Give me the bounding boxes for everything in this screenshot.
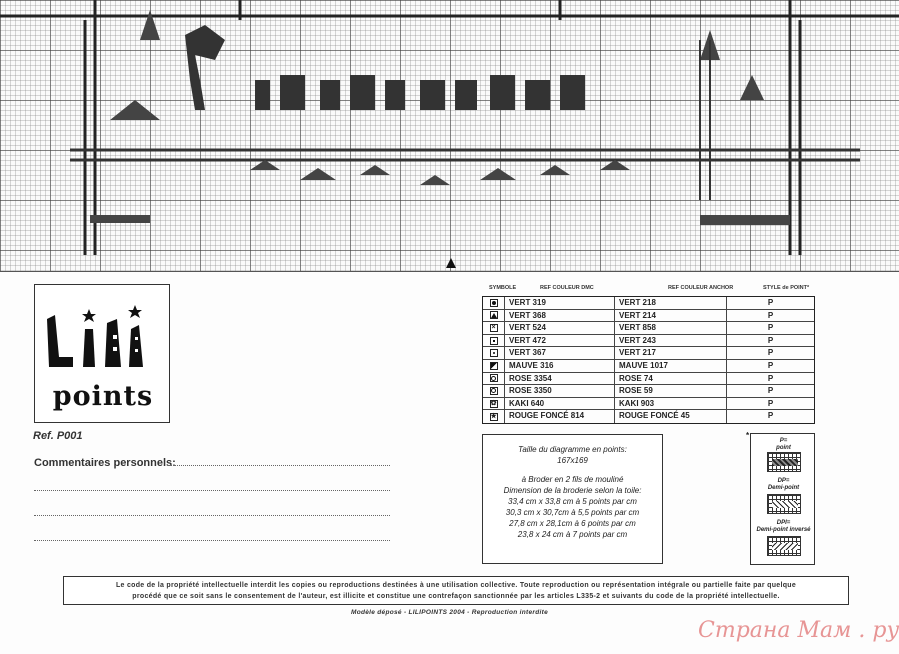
style-cell: P [767,323,774,333]
style-cell: P [767,298,774,307]
small-square-icon [490,337,498,345]
table-row [483,322,814,335]
table-row [483,410,814,423]
dmc-cell: ROUGE FONCÉ 814 [505,410,615,423]
dot-icon [490,349,498,357]
half-stitch-sample-icon [767,494,801,514]
brand-logo-icon [35,285,171,385]
header-anchor: REF COULEUR ANCHOR [668,285,734,291]
anchor-cell: VERT 243 [615,335,727,347]
stitch-pattern-grid [0,0,899,272]
dmc-cell: VERT 368 [505,310,615,322]
asterisk-marker: * [746,431,750,440]
embroidery-info-box [482,434,663,564]
header-symbol: SYMBOLE [489,285,517,291]
dimension-line: 33,4 cm x 33,8 cm à 5 points par cm [508,497,637,506]
style-dp-code: DP= [777,478,790,484]
dmc-cell: VERT 319 [505,297,615,309]
style-dpi-code: DPI= [776,520,791,526]
table-row [483,310,814,323]
anchor-cell: VERT 214 [615,310,727,322]
brand-name: points [52,381,154,412]
style-p-label [751,438,816,452]
legal-line-1: Le code de la propriété intellectuelle interdit les copies ou reproductions destinées à une utilisation collective. Toute reproduction ou représentation intégrale ou partielle faite par quelque [115,582,797,589]
style-cell: P [767,360,774,370]
dmc-cell: VERT 367 [505,347,615,359]
footer-text: Modèle déposé - LILIPOINTS 2004 - Reproduction interdite [350,609,548,616]
stitch-style-legend [750,433,815,565]
style-cell: P [767,386,774,396]
half-fill-icon [490,362,498,370]
dmc-cell: ROSE 3350 [505,385,615,397]
anchor-cell: MAUVE 1017 [615,360,727,372]
table-row [483,373,814,386]
ring-icon [490,387,498,395]
reference-number: Ref. P001 [33,430,83,442]
full-stitch-sample-icon [767,452,801,472]
style-dp-label [751,478,816,492]
style-dp-desc: Demi-point [767,485,800,491]
anchor-cell: VERT 217 [615,347,727,359]
comments-label: Commentaires personnels: [34,457,176,469]
embroider-note: à Broder en 2 fils de mouliné [521,475,624,484]
dimension-title: Dimension de la broderie selon la toile: [503,486,642,495]
header-dmc: REF COULEUR DMC [540,285,594,291]
watermark: Страна Мам . ру [698,618,899,643]
dmc-cell: ROSE 3354 [505,373,615,385]
anchor-cell: VERT 218 [615,297,727,309]
anchor-cell: KAKI 903 [615,398,727,410]
style-cell: P [767,310,774,320]
x-box-icon: × [491,323,496,331]
anchor-cell: ROSE 74 [615,373,727,385]
table-row [483,385,814,398]
triangle-icon [490,311,498,319]
open-circle-icon [490,374,498,382]
logo [34,284,170,423]
table-row [483,297,814,310]
thread-key-table [482,296,815,424]
size-title: Taille du diagramme en points: [518,445,627,454]
filled-circle-icon [490,299,498,307]
dimension-line: 30,3 cm x 30,7cm à 5,5 points par cm [505,508,640,517]
flower-icon: ✿ [490,399,497,407]
reverse-half-stitch-sample-icon [767,536,801,556]
anchor-cell: VERT 858 [615,322,727,334]
pattern-motifs [0,0,899,272]
style-cell: P [767,398,774,408]
table-row [483,398,814,411]
table-row [483,347,814,360]
star-icon: ★ [490,412,497,420]
comment-line[interactable] [34,540,390,541]
table-row [483,335,814,348]
comment-line[interactable] [168,465,390,466]
dmc-cell: VERT 472 [505,335,615,347]
table-row [483,360,814,373]
size-value: 167x169 [557,456,588,465]
anchor-cell: ROSE 59 [615,385,727,397]
style-cell: P [767,335,774,345]
comment-line[interactable] [34,490,390,491]
legal-line-2: procédé que ce soit sans le consentement de l'auteur, est illicite et constitue une contrefaçon sanctionnée par les articles L335-2 et suivants du code de la propriété intellectuelle. [132,593,780,600]
style-dpi-label [751,520,816,534]
style-dpi-desc: Demi-point inversé [756,527,811,533]
copyright-notice [63,576,849,605]
center-marker-icon [446,258,456,268]
style-cell: P [767,373,774,383]
comment-line[interactable] [34,515,390,516]
style-p-code: P= [779,438,788,444]
style-p-desc: point [776,445,791,451]
dimension-line: 27,8 cm x 28,1cm à 6 points par cm [509,519,636,528]
dimension-line: 23,8 x 24 cm à 7 points par cm [517,530,628,539]
dmc-cell: KAKI 640 [505,398,615,410]
style-cell: P [767,411,774,421]
header-style: STYLE de POINT* [763,285,810,291]
anchor-cell: ROUGE FONCÉ 45 [615,410,727,423]
dmc-cell: VERT 524 [505,322,615,334]
dmc-cell: MAUVE 316 [505,360,615,372]
style-cell: P [767,348,774,358]
